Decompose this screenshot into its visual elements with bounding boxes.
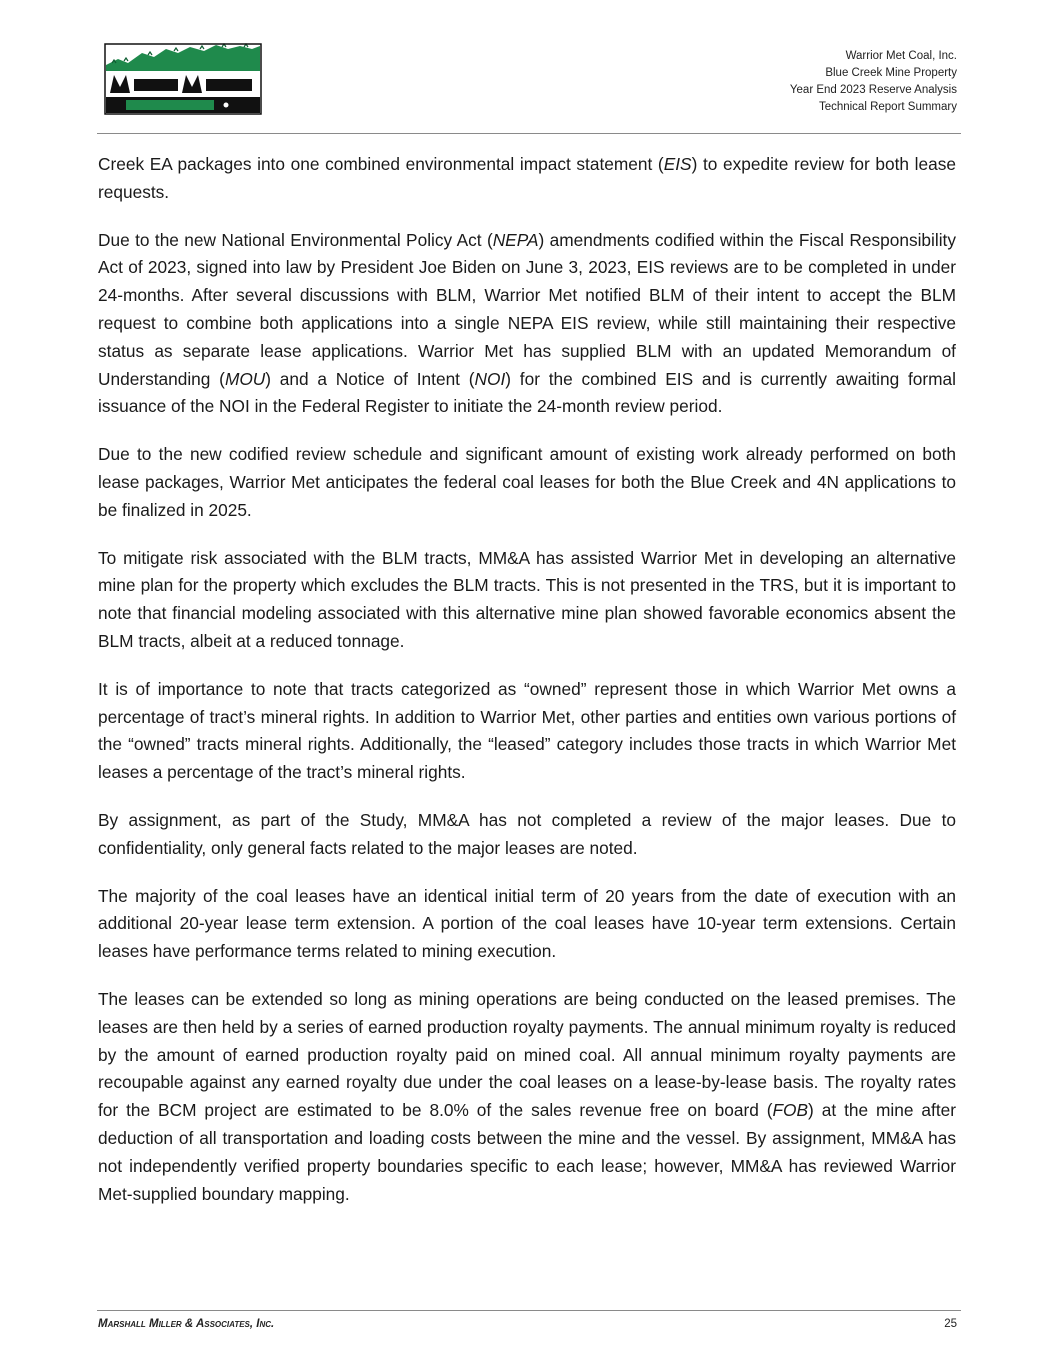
paragraph: [98, 227, 956, 422]
paragraph: [98, 545, 956, 656]
paragraph-abbreviation: NOI: [474, 368, 506, 389]
body-text: [98, 151, 956, 1228]
paragraph: [98, 676, 956, 787]
header-company: Warrior Met Coal, Inc.: [845, 50, 957, 62]
paragraph-text: ) for the combined EIS and is currently awaiting formal issuance of the NOI in the Federal Register to initiate the 24-month review period.: [98, 368, 956, 417]
footer-firm-name: Marshall Miller & Associates, Inc.: [98, 1318, 275, 1330]
paragraph-abbreviation: MOU: [224, 368, 266, 389]
paragraph-text: To mitigate risk associated with the BLM tracts, MM&A has assisted Warrior Met in developing an alternative mine plan for the property which excludes the BLM tracts. This is not presented in the TRS, but it is important to note that financial modeling associated with this alternative mine plan showed favorable economics absent the BLM tracts, albeit at a reduced tonnage.: [98, 547, 956, 651]
paragraph-abbreviation: EIS: [663, 154, 692, 174]
paragraph: [98, 807, 956, 863]
paragraph: [98, 883, 956, 966]
company-logo: [104, 43, 262, 115]
paragraph-abbreviation: FOB: [772, 1100, 809, 1121]
paragraph-text: The majority of the coal leases have an identical initial term of 20 years from the date of execution with an additional 20-year lease term extension. A portion of the coal leases have 10-year term extensions. Certain leases have performance terms related to mining execution.: [98, 885, 956, 962]
paragraph: [98, 441, 956, 524]
paragraph-text: By assignment, as part of the Study, MM&A has not completed a review of the major leases. Due to confidentiality, only general facts related to the major leases are noted.: [98, 809, 956, 858]
footer-divider: [97, 1310, 961, 1311]
paragraph: [98, 986, 956, 1208]
paragraph-text: ) at the mine after deduction of all transportation and loading costs between the mine and the vessel. By assignment, MM&A has not independently verified property boundaries specific to each lease; however, MM&A has reviewed Warrior Met-supplied boundary mapping.: [98, 1100, 956, 1204]
header-analysis: Year End 2023 Reserve Analysis: [789, 84, 957, 96]
header-property: Blue Creek Mine Property: [825, 67, 957, 79]
paragraph-text: ) amendments codified within the Fiscal Responsibility Act of 2023, signed into law by President Joe Biden on June 3, 2023, EIS reviews are to be completed in under 24-months. After several discussions with BLM, Warrior Met notified BLM of their intent to accept the BLM request to combine both applications into a single NEPA EIS review, while still maintaining their respective status as separate lease applications. Warrior Met has supplied BLM with an updated Memorandum of Understanding (: [98, 229, 956, 389]
header-divider: [97, 133, 961, 134]
paragraph: [98, 151, 956, 207]
paragraph-text: Creek EA packages into one combined environmental impact statement (: [98, 154, 664, 174]
paragraph-text: Due to the new National Environmental Policy Act (: [98, 229, 493, 250]
paragraph-text: Due to the new codified review schedule and significant amount of existing work already performed on both lease packages, Warrior Met anticipates the federal coal leases for both the Blue Creek and 4N applications to be finalized in 2025.: [98, 444, 956, 520]
header-report: Technical Report Summary: [818, 101, 957, 113]
paragraph-text: ) to expedite review for both lease requests.: [98, 154, 956, 202]
page-number: 25: [944, 1318, 957, 1330]
paragraph-text: It is of importance to note that tracts categorized as “owned” represent those in which Warrior Met owns a percentage of tract’s mineral rights. In addition to Warrior Met, other parties and entities own various portions of the “owned” tracts mineral rights. Additionally, the “leased” category includes those tracts in which Warrior Met leases a percentage of the tract’s mineral rights.: [98, 678, 956, 783]
paragraph-text: ) and a Notice of Intent (: [265, 368, 475, 389]
report-header: [790, 48, 957, 116]
paragraph-abbreviation: NEPA: [492, 229, 539, 250]
paragraph-text: The leases can be extended so long as mining operations are being conducted on the leased premises. The leases are then held by a series of earned production royalty payments. The annual minimum royalty is reduced by the amount of earned production royalty paid on mined coal. All annual minimum royalty payments are recoupable against any earned royalty due under the coal leases on a lease-by-lease basis. The royalty rates for the BCM project are estimated to be 8.0% of the sales revenue free on board (: [98, 988, 956, 1121]
